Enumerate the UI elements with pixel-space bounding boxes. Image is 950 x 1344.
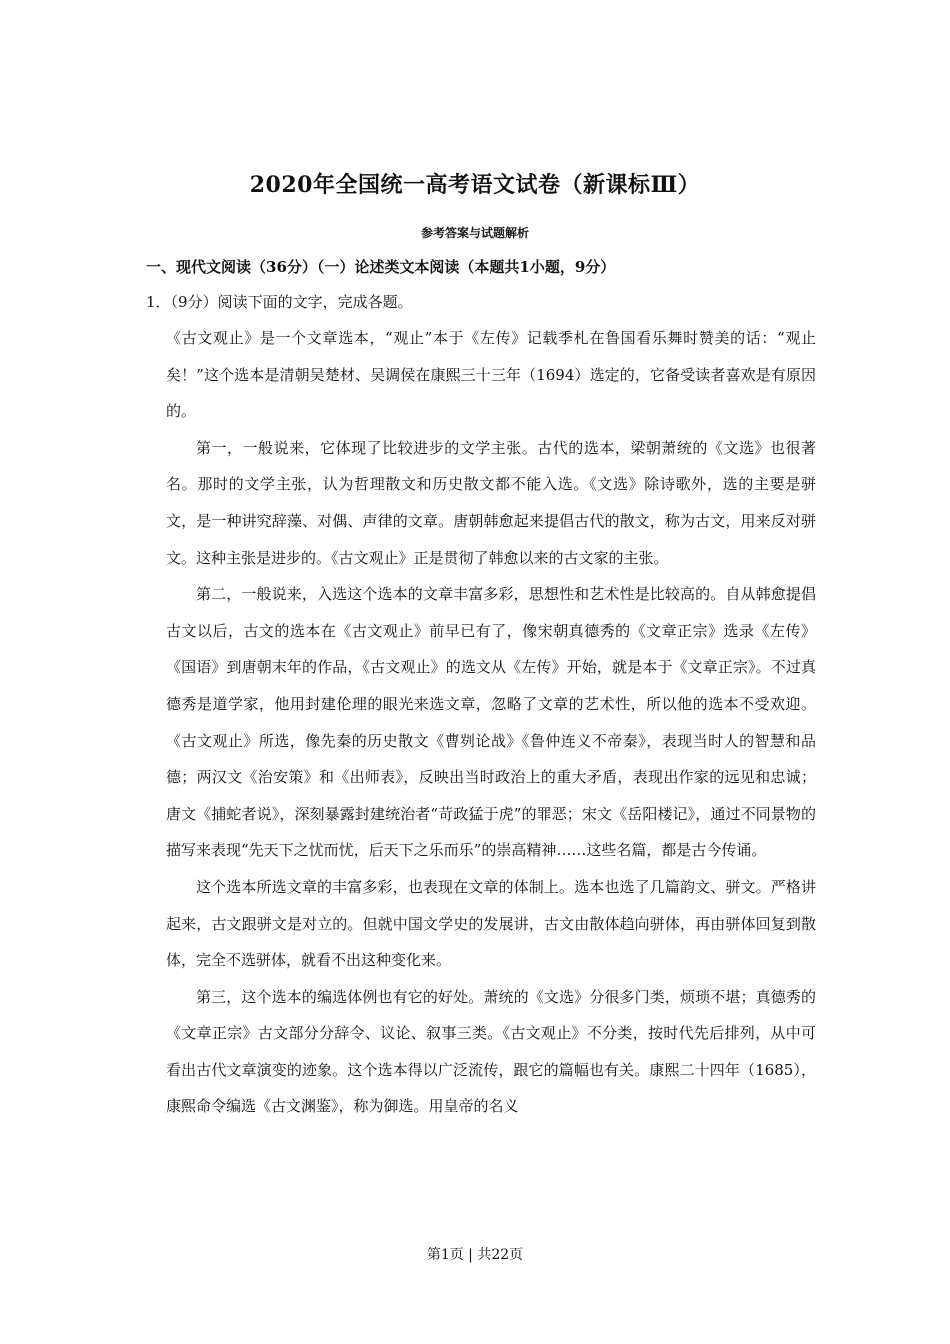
passage-paragraph: 第一，一般说来，它体现了比较进步的文学主张。古代的选本，梁朝萧统的《文选》也很著名。那时的文学主张，认为哲理散文和历史散文都不能入选。《文选》除诗歌外，选的主要是骈文，是一种讲究辞藻、对偶、声律的文章。唐朝韩愈起来提倡古代的散文，称为古文，用来反对骈文。这种主张是进步的。《古文观止》正是贯彻了韩愈以来的古文家的主张。 [166,438,816,567]
passage-paragraph: 第三，这个选本的编选体例也有它的好处。萧统的《文选》分很多门类，烦琐不堪；真德秀的《文章正宗》古文部分分辞令、议论、叙事三类。《古文观止》不分类，按时代先后排列，从中可看出古代文章演变的迹象。这个选本得以广泛流传，跟它的篇幅也有关。康熙二十四年（1685），康熙命令编选《古文渊鉴》，称为御选。用皇帝的名义 [166,987,816,1116]
page-subtitle: 参考答案与试题解析 [420,226,529,240]
section-heading: 一、现代文阅读（36分）（一）论述类文本阅读（本题共1小题，9分） [146,258,616,276]
passage-paragraph: 第二，一般说来，入选这个选本的文章丰富多彩，思想性和艺术性是比较高的。自从韩愈提倡古文以后，古文的选本在《古文观止》前早已有了，像宋朝真德秀的《文章正宗》选录《左传》《国语》到唐朝末年的作品，《古文观止》的选文从《左传》开始，就是本于《文章正宗》。不过真德秀是道学家，他用封建伦理的眼光来选文章，忽略了文章的艺术性，所以他的选本不受欢迎。《古文观止》所选，像先秦的历史散文《曹刿论战》《鲁仲连义不帝秦》，表现当时人的智慧和品德；两汉文《治安策》和《出师表》，反映出当时政治上的重大矛盾，表现出作家的远见和忠诚；唐文《捕蛇者说》，深刻暴露封建统治者“苛政猛于虎”的罪恶；宋文《岳阳楼记》，通过不同景物的描写来表现“先天下之忧而忧，后天下之乐而乐”的崇高精神……这些名篇，都是古今传诵。 [166,585,816,860]
passage-paragraph: 这个选本所选文章的丰富多彩，也表现在文章的体制上。选本也选了几篇韵文、骈文。严格讲起来，古文跟骈文是对立的。但就中国文学史的发展讲，古文由散体趋向骈体，再由骈体回复到散体，完全不选骈体，就看不出这种变化来。 [166,877,816,970]
page-footer: 第1页 | 共22页 [426,1247,524,1263]
passage-paragraph: 《古文观止》是一个文章选本，“观止”本于《左传》记载季札在鲁国看乐舞时赞美的话：“观止矣！”这个选本是清朝吴楚材、吴调侯在康熙三十三年（1694）选定的，它备受读者喜欢是有原因的。 [166,329,816,421]
question-intro: 1．（9分）阅读下面的文字，完成各题。 [146,293,413,311]
reading-passage [166,320,816,1125]
page-title: 2020年全国统一高考语文试卷（新课标Ⅲ） [249,172,701,198]
